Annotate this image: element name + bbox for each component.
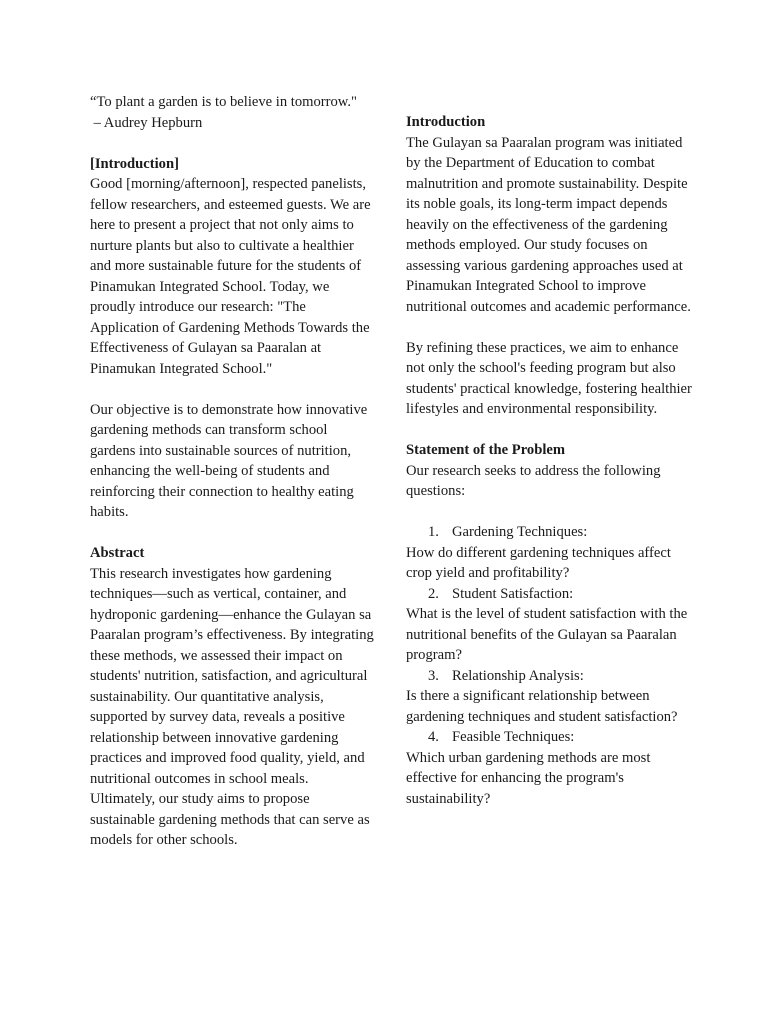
abstract-paragraph: This research investigates how gardening techniques—such as vertical, container, and hydroponic gardening—enhance the Gulayan sa Paaralan program’s effectiveness. By integrating these methods, we assessed their impact on students' nutrition, satisfaction, and agricultural sustainability. Our quantitative analysis, supported by survey data, reveals a positive relationship between innovative gardening practices and improved food quality, yield, and nutritional outcomes in school meals. Ultimately, our study aims to propose sustainable gardening methods that can serve as models for other schools. — [90, 565, 374, 848]
introduction-heading-bracketed: [Introduction] — [90, 155, 179, 172]
left-column — [90, 92, 375, 851]
list-item — [406, 666, 696, 728]
spacer — [90, 379, 375, 400]
abstract-heading: Abstract — [90, 545, 145, 561]
problem-statement-heading: Statement of the Problem — [406, 442, 566, 458]
introduction-heading: Introduction — [406, 114, 486, 130]
question-text: Is there a significant relationship between gardening techniques and student satisfaction? — [406, 688, 678, 725]
question-text: How do different gardening techniques affect crop yield and profitability? — [406, 544, 671, 581]
list-number: 1. — [428, 524, 439, 540]
introduction-speech-paragraph: Good [morning/afternoon], respected panelists, fellow researchers, and esteemed guests. We are here to present a project that not only aims to nurture plants but also to cultivate a healthier and more sustainable future for the students of Pinamukan Integrated School. Today, we proudly introduce our research: "The Application of Gardening Methods Towards the Effectiveness of Gulayan sa Paaralan at Pinamukan Integrated School." — [90, 176, 371, 377]
introduction-paragraph: The Gulayan sa Paaralan program was initiated by the Department of Education to combat malnutrition and promote sustainability. Despite its noble goals, its long-term impact depends heavily on the effectiveness of the gardening methods employed. Our study focuses on assessing various gardening approaches used at Pinamukan Integrated School to improve nutritional outcomes and academic performance. — [406, 134, 691, 315]
list-number: 3. — [428, 667, 439, 684]
question-list — [406, 522, 696, 809]
question-title-text: Relationship Analysis: — [452, 667, 584, 684]
spacer — [406, 420, 696, 441]
list-number: 2. — [428, 585, 439, 602]
question-text: What is the level of student satisfaction with the nutritional benefits of the Gulayan sa Paaralan program? — [406, 606, 688, 663]
quote-attribution: – Audrey Hepburn — [90, 114, 203, 131]
spacer — [90, 523, 375, 544]
list-item — [406, 522, 696, 584]
spacer — [90, 133, 375, 154]
question-title — [406, 522, 696, 543]
question-text: Which urban gardening methods are most effective for enhancing the program's sustainability? — [406, 749, 651, 807]
opening-quote: “To plant a garden is to believe in tomorrow." — [90, 94, 358, 110]
question-title-text: Gardening Techniques: — [452, 524, 588, 540]
spacer — [406, 502, 696, 523]
spacer — [406, 317, 696, 338]
objective-paragraph: Our objective is to demonstrate how innovative gardening methods can transform school gardens into sustainable sources of nutrition, enhancing the well-being of students and reinforcing their connection to healthy eating habits. — [90, 401, 368, 520]
list-item — [406, 584, 696, 666]
question-title — [406, 584, 696, 605]
problem-statement-intro: Our research seeks to address the following questions: — [406, 462, 661, 499]
refining-paragraph: By refining these practices, we aim to enhance not only the school's feeding program but also students' practical knowledge, fostering healthier lifestyles and environmental responsibility. — [406, 339, 692, 417]
question-title-text: Feasible Techniques: — [452, 729, 575, 745]
list-item — [406, 727, 696, 809]
list-number: 4. — [428, 729, 439, 745]
question-title — [406, 727, 696, 748]
right-column — [406, 112, 696, 809]
question-title-text: Student Satisfaction: — [452, 585, 574, 602]
question-title — [406, 666, 696, 687]
